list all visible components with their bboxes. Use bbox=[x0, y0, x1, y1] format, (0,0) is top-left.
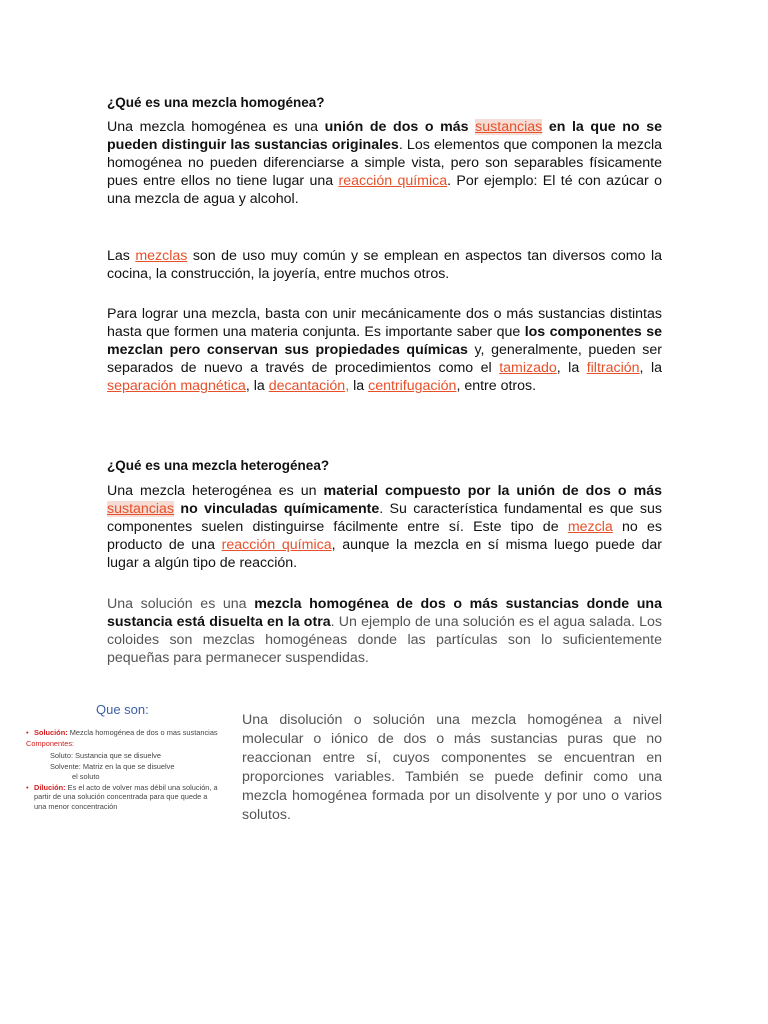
link-sustancias-2[interactable]: sustancias bbox=[107, 501, 175, 517]
link-mezclas[interactable]: mezclas bbox=[135, 248, 188, 264]
link-centrifugacion[interactable]: centrifugación bbox=[368, 378, 457, 394]
paragraph-heterogeneous-definition: Una mezcla heterogénea es un material compuesto por la unión de dos o más sustancias no vinculadas químicamente. Su característica fundamental es que sus componentes suelen distinguirse fácilmente entre sí. Este tipo de mezcla no es producto de una reacción química, aunque la mezcla en sí misma luego puede dar lugar a algún tipo de reacción. bbox=[107, 483, 663, 571]
paragraph-homogeneous-definition: Una mezcla homogénea es una unión de dos o más sustancias en la que no se pueden distinguir las sustancias originales. Los elementos que componen la mezcla homogénea no pueden diferenciarse a simple vista, pero son separables físicamente pues entre ellos no tiene lugar una reacción química. Por ejemplo: El té con azúcar o una mezcla de agua y alcohol. bbox=[107, 119, 663, 207]
paragraph-disolucion: Una disolución o solución una mezcla homogénea a nivel molecular o iónico de dos o más sustancias puras que no reaccionan entre sí, cuyos componentes se encuentran en proporciones variables. También se puede definir como una mezcla homogénea formada por un disolvente y por uno o varios solutos. bbox=[242, 712, 662, 823]
link-mezcla[interactable]: mezcla bbox=[567, 519, 613, 535]
paragraph-separation-methods: Para lograr una mezcla, basta con unir mecánicamente dos o más sustancias distintas hasta que formen una materia conjunta. Es importante saber que los componentes se mezclan pero conservan sus propiedades químicas y, generalmente, pueden ser separados de nuevo a través de procedimientos como el tamizado, la filtración, la separación magnética, la decantación, la centrifugación, entre otros. bbox=[107, 306, 663, 394]
link-tamizado[interactable]: tamizado bbox=[499, 360, 557, 376]
link-filtracion[interactable]: filtración bbox=[586, 360, 640, 376]
section-heterogeneous bbox=[107, 457, 662, 475]
slide-thumbnail bbox=[24, 700, 220, 850]
section-homogeneous bbox=[107, 94, 662, 112]
link-sustancias[interactable]: sustancias bbox=[475, 119, 543, 135]
link-separacion-magnetica[interactable]: separación magnética bbox=[107, 378, 246, 394]
paragraph-mezclas-uses: Las mezclas son de uso muy común y se emplean en aspectos tan diversos como la cocina, la construcción, la joyería, entre muchos otros. bbox=[107, 248, 662, 282]
paragraph-solution: Una solución es una mezcla homogénea de dos o más sustancias donde una sustancia está disuelta en la otra. Un ejemplo de una solución es el agua salada. Los coloides son mezclas homogéneas donde las partículas son lo suficientemente pequeñas para permanecer suspendidas. bbox=[107, 596, 662, 666]
link-reaccion-quimica-2[interactable]: reacción química bbox=[221, 537, 332, 553]
link-reaccion-quimica[interactable]: reacción química bbox=[338, 173, 448, 189]
heading-homogeneous: ¿Qué es una mezcla homogénea? bbox=[107, 95, 325, 110]
thumbnail-title: Que son: bbox=[96, 702, 149, 717]
link-decantacion[interactable]: decantación, bbox=[268, 378, 350, 394]
thumbnail-body: • Solución: Mezcla homogénea de dos o mas sustancias Componentes: Soluto: Sustancia que se disuelve Solvente: Matriz en la que se disuelve el soluto • Dilución: Es el acto de volver mas débil una solución, a partir de una solución concentrada para que quede a una menor concentración bbox=[26, 728, 220, 811]
heading-heterogeneous: ¿Qué es una mezcla heterogénea? bbox=[107, 458, 330, 473]
